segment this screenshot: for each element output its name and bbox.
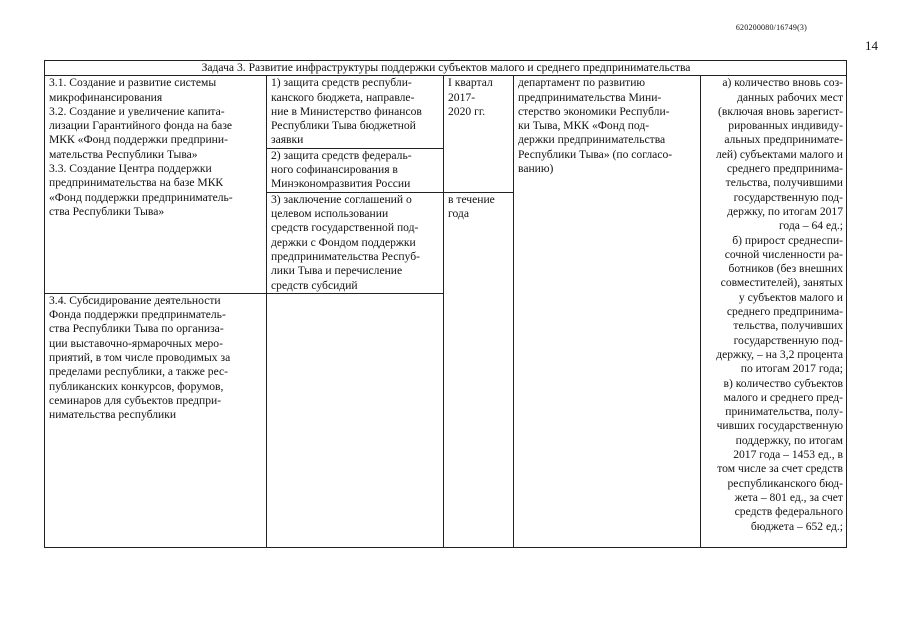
activities-text-1: 3.1. Создание и развитие системы микрофинансирования 3.2. Создание и увеличение капита- лизации Гарантийного фонда на базе МКК «Фонд поддержки предприни- мательства Республики Тыва» 3.3. Создание Центра поддержки предпринимательства на базе МКК «Фонд поддержки предприниматель- ства Республики Тыва» bbox=[49, 76, 233, 218]
document-id: 620200080/16749(3) bbox=[735, 23, 807, 32]
risk-cell-1 bbox=[267, 76, 444, 148]
risk-text-1: 1) защита средств республи- канского бюджета, направле- ние в Министерство финансов Республики Тыва бюджетной заявки bbox=[271, 76, 422, 147]
risk-cell-3 bbox=[267, 192, 444, 293]
performer-text: департамент по развитию предпринимательства Мини- стерство экономики Республи- ки Тыва, МКК «Фонд под- держки предпринимательства Республики Тыва» (по согласо- ванию) bbox=[518, 76, 673, 176]
performer-cell bbox=[514, 76, 701, 548]
period-cell-1 bbox=[444, 76, 514, 192]
page-number: 14 bbox=[865, 38, 878, 53]
task-title: Задача 3. Развитие инфраструктуры поддержки субъектов малого и среднего предпринимательства bbox=[45, 61, 847, 76]
activities-cell-1 bbox=[45, 76, 267, 294]
period-text-2: в течение года bbox=[448, 192, 495, 221]
empty-cell bbox=[267, 293, 444, 547]
risk-text-2: 2) защита средств федераль- ного софинансирования в Минэкономразвития России bbox=[271, 148, 412, 191]
risk-cell-2 bbox=[267, 148, 444, 192]
task-header-row bbox=[45, 61, 847, 76]
activities-text-2: 3.4. Субсидирование деятельности Фонда поддержки предпринматель- ства Республики Тыва по организа- ции выставочно-ярмарочных меро- приятий, в том числе проводимых за пределами республики, а также рес- публиканских конкурсов, форумов, семинаров для субъектов предпри- нимательства республики bbox=[49, 293, 231, 422]
table-row bbox=[45, 76, 847, 148]
indicators-cell bbox=[701, 76, 847, 548]
period-text-1: I квартал 2017- 2020 гг. bbox=[448, 76, 493, 118]
period-cell-2 bbox=[444, 192, 514, 547]
risk-text-3: 3) заключение соглашений о целевом использовании средств государственной под- держки с Фондом поддержки предпринимательства Респуб- лики Тыва и перечисление средств субсидий bbox=[271, 192, 420, 292]
indicators-text: а) количество вновь соз- данных рабочих мест (включая вновь зарегист- рированных индивиду- альных предпринимате- лей) субъектами малого и среднего предпринима- тельства, получившими государственную под- держку, по итогам 2017 года – 64 ед.; б) прирост среднеспи- сочной численности ра- ботников (без внешних совместителей), занятых у субъектов малого и среднего предпринима- тельства, получивших государственную под- держку, – на 3,2 процента по итогам 2017 года; в) количество субъектов малого и среднего пред- принимательства, полу- чивших государственную поддержку, по итогам 2017 года – 1453 ед., в том числе за счет средств республиканского бюд- жета – 801 ед., за счет средств федерального бюджета – 652 ед.; bbox=[716, 76, 844, 533]
activities-cell-2 bbox=[45, 293, 267, 547]
program-table bbox=[44, 60, 847, 548]
